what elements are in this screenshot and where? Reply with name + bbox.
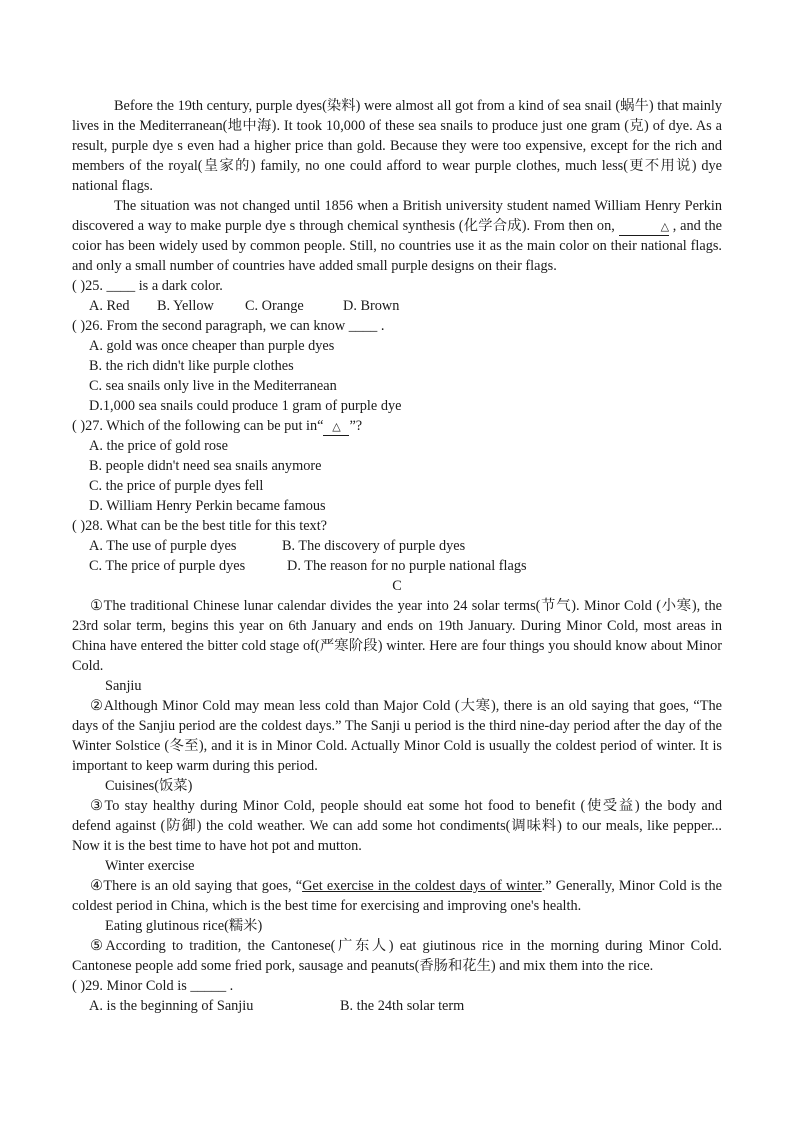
heading-glutinous-rice: Eating glutinous rice(糯米) [105, 918, 263, 934]
question-29: ( )29. Minor Cold is _____ . [72, 978, 234, 994]
heading-sanjiu: Sanjiu [105, 678, 142, 694]
option-26a: A. gold was once cheaper than purple dyes [89, 338, 335, 354]
heading-winter-exercise: Winter exercise [105, 858, 195, 874]
option-28c: C. The price of purple dyes [89, 558, 246, 574]
option-28a: A. The use of purple dyes [89, 538, 237, 554]
option-26c: C. sea snails only live in the Mediterranean [89, 378, 337, 394]
passage-b-paragraph-1: Before the 19th century, purple dyes(染料) were almost all got from a kind of sea snail (蜗牛) that mainly lives in the Mediterranean(地中海). It took 10,000 of these sea snails to produce just one gram (克) of dye. As a result, purple dye s even had a higher price than gold. Because they were too expensive, except for the rich and members of the royal(皇家的) family, no one could afford to wear purple clothes, much less(更不用说) dye national flags. [72, 98, 722, 194]
underlined-saying: Get exercise in the coldest days of winter [302, 878, 542, 894]
option-27b: B. people didn't need sea snails anymore [89, 458, 322, 474]
option-25d: D. Brown [343, 298, 400, 314]
option-26d: D.1,000 sea snails could produce 1 gram of purple dye [89, 398, 402, 414]
question-28: ( )28. What can be the best title for this text? [72, 518, 328, 534]
paragraph-2-text-end: , and the coior has been widely used by common people. Still, no countries use it as the main color on their national flags. and only a small number of countries have added small purple designs on their flags. [72, 218, 723, 274]
passage-c-paragraph-4: ④There is an old saying that goes, “Get exercise in the coldest days of winter.” Generally, Minor Cold is the coldest period in China, which is the best time for exercising and improving one's health. [72, 878, 722, 914]
passage-c-paragraph-2: ②Although Minor Cold may mean less cold than Major Cold (大寒), there is an old saying that goes, “The days of the Sanjiu period are the coldest days.” The Sanji u period is the third nine-day period after the day of the Winter Solstice (冬至), and it is in Minor Cold. Actually Minor Cold is usually the coldest period of winter. It is important to keep warm during this period. [72, 698, 722, 774]
option-28b: B. The discovery of purple dyes [282, 538, 466, 554]
question-27: ( )27. Which of the following can be put in“ △ ”? [72, 418, 363, 434]
option-28d: D. The reason for no purple national flags [287, 558, 527, 574]
question-29-options [72, 996, 722, 1016]
option-27c: C. the price of purple dyes fell [89, 478, 264, 494]
question-26: ( )26. From the second paragraph, we can know ____ . [72, 318, 385, 334]
option-25a: A. Red [89, 298, 130, 314]
question-28-options-row-1 [72, 536, 722, 556]
paragraph-2-text-start: The situation was not changed until 1856 when a British university student named William Henry Perkin discovered a way to make purple dye s through chemical synthesis (化学合成). From then on, [72, 198, 722, 234]
option-26b: B. the rich didn't like purple clothes [89, 358, 294, 374]
option-29b: B. the 24th solar term [340, 998, 465, 1014]
question-25: ( )25. ____ is a dark color. [72, 278, 223, 294]
passage-c-paragraph-5: ⑤According to tradition, the Cantonese(广东人) eat giutinous rice in the morning during Minor Cold. Cantonese people add some fried pork, sausage and peanuts(香肠和花生) and mix them into the rice. [72, 938, 722, 974]
passage-b-paragraph-2 [72, 196, 722, 276]
passage-c-paragraph-1: ①The traditional Chinese lunar calendar divides the year into 24 solar terms(节气). Minor Cold (小寒), the 23rd solar term, begins this year on 6th January and ends on 19th January. During Minor Cold, most areas in China have entered the bitter cold stage of(严寒阶段) winter. Here are four things you should know about Minor Cold. [72, 598, 722, 674]
blank-triangle: △ [619, 219, 669, 236]
option-25b: B. Yellow [157, 298, 214, 314]
question-28-options-row-2 [72, 556, 722, 576]
section-c-label: C [392, 578, 402, 594]
exam-page [72, 96, 722, 1016]
option-25c: C. Orange [245, 298, 304, 314]
question-25-options [72, 296, 722, 316]
passage-c-paragraph-3: ③To stay healthy during Minor Cold, people should eat some hot food to benefit (使受益) the body and defend against (防御) the cold weather. We can add some hot condiments(调味料) to our meals, like pepper... Now it is the best time to have hot pot and mutton. [72, 798, 722, 854]
option-27a: A. the price of gold rose [89, 438, 228, 454]
option-29a: A. is the beginning of Sanjiu [89, 998, 254, 1014]
option-27d: D. William Henry Perkin became famous [89, 498, 326, 514]
heading-cuisines: Cuisines(饭菜) [105, 778, 193, 794]
blank-triangle: △ [323, 419, 349, 436]
